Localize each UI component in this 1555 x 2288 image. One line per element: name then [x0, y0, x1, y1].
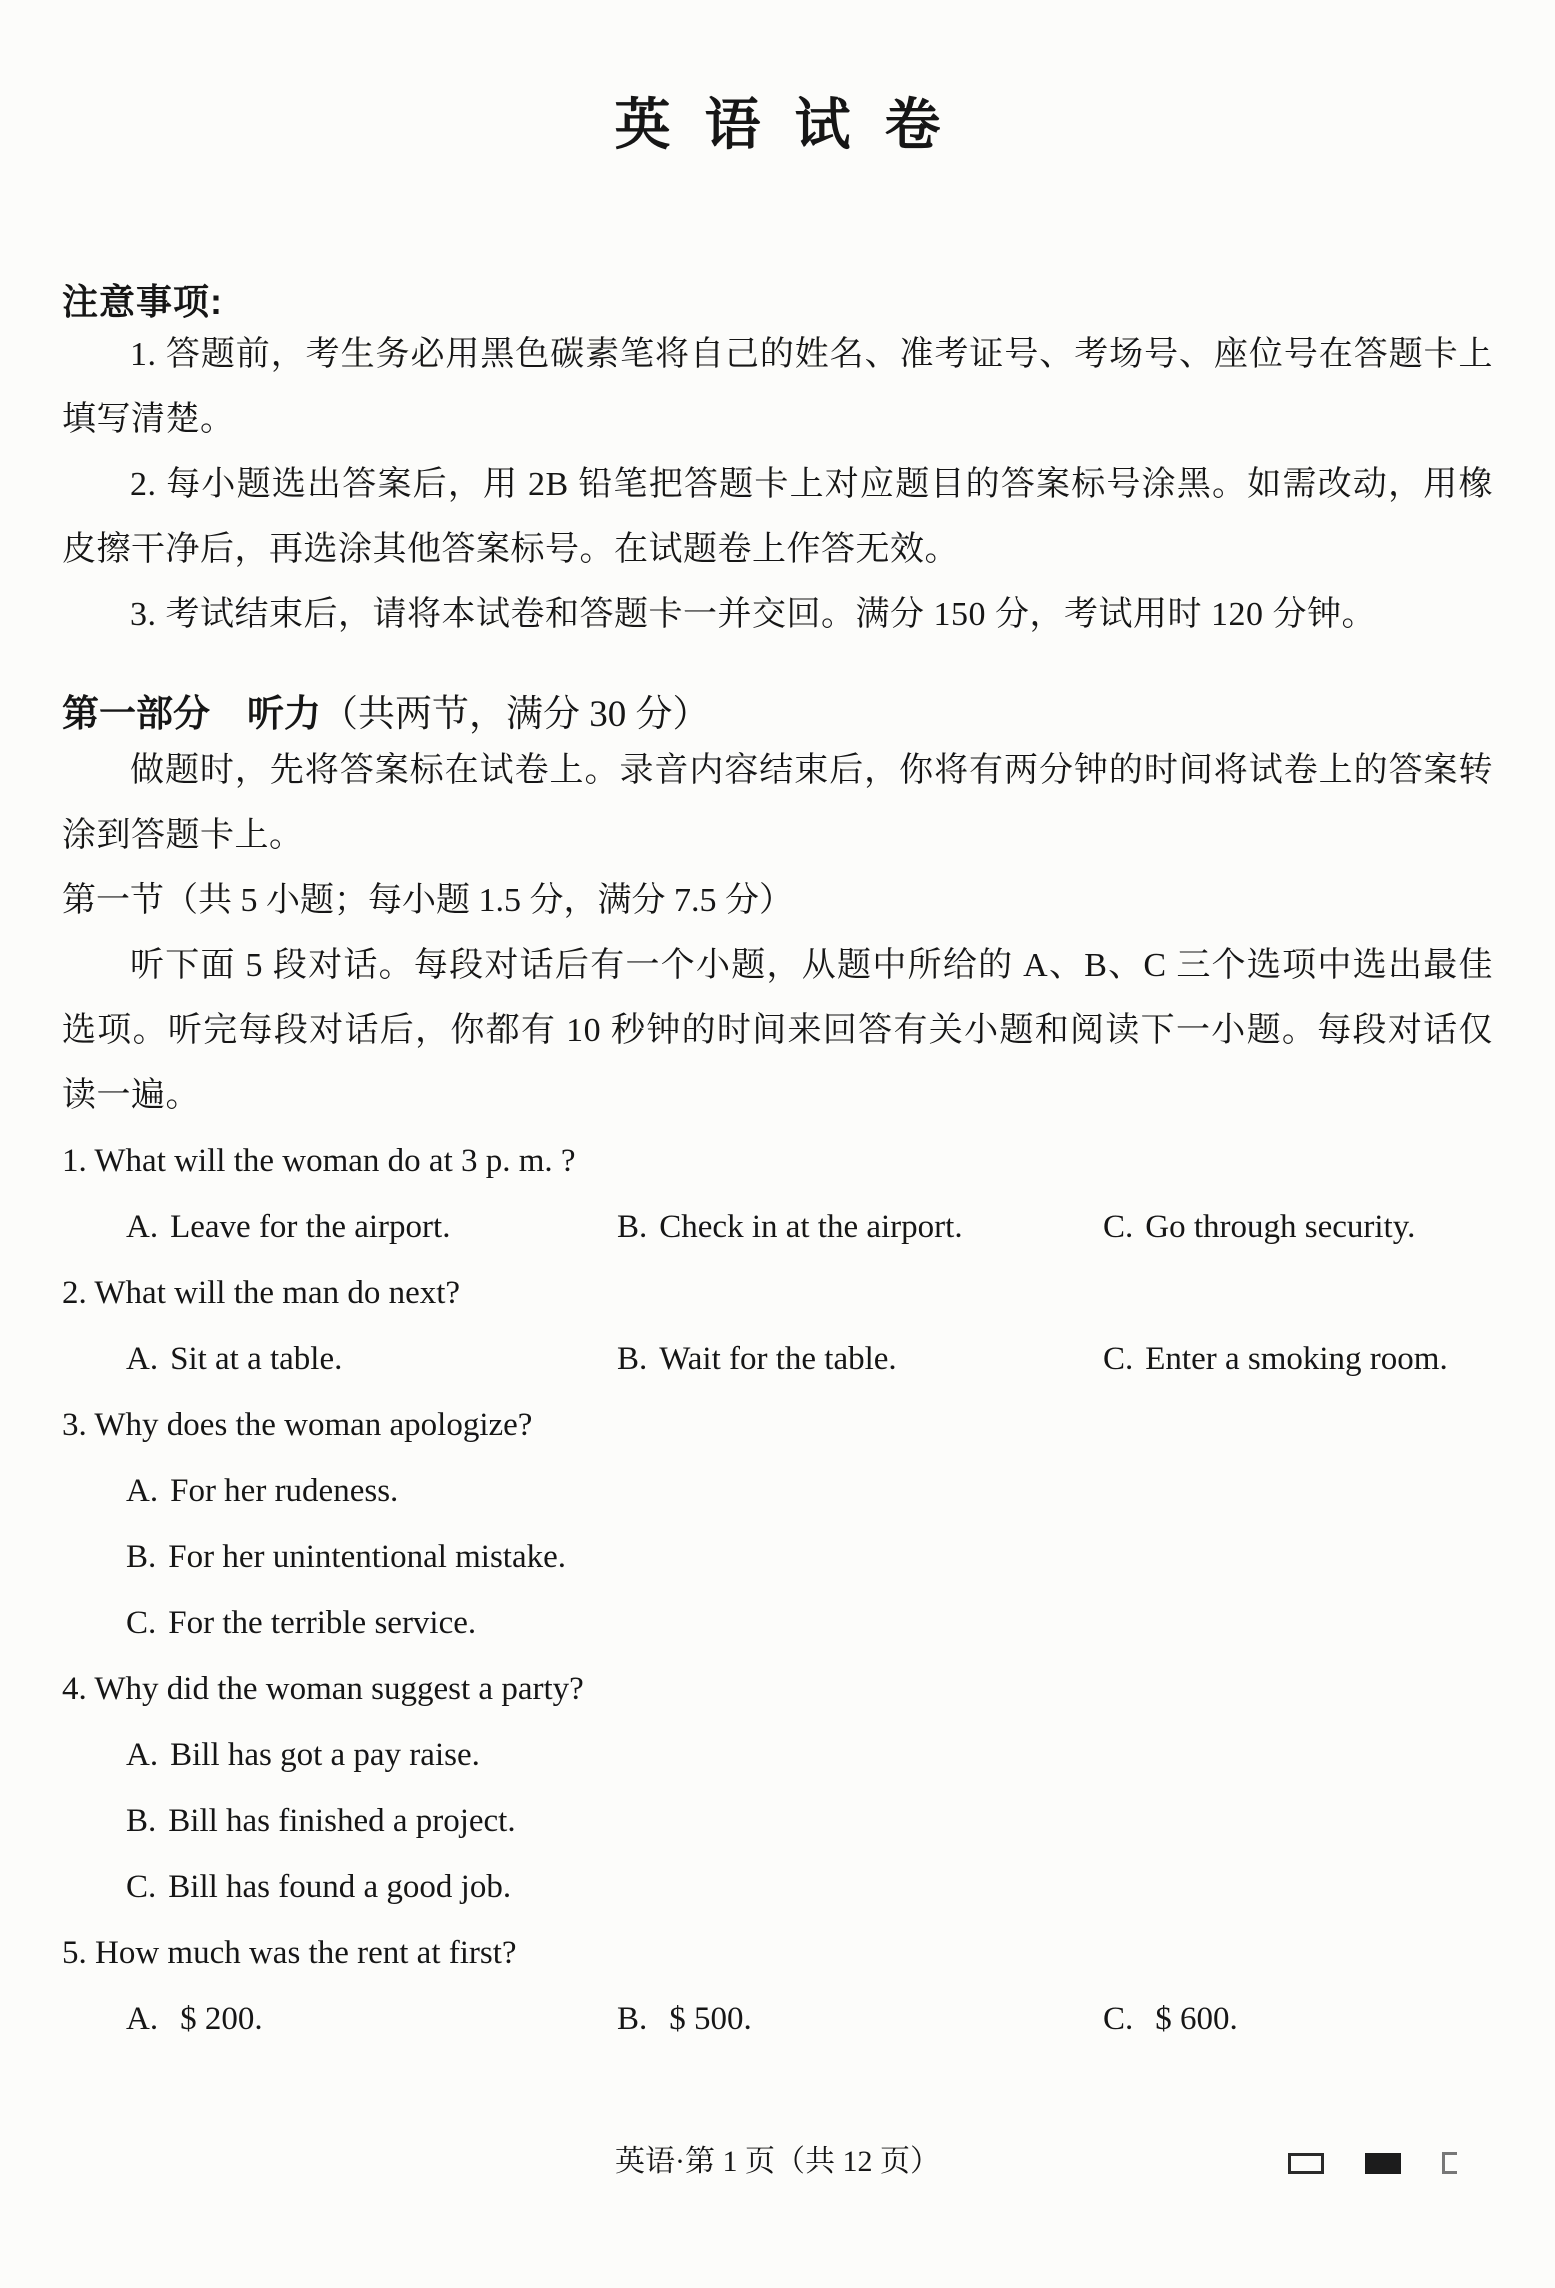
section1-instructions: 听下面 5 段对话。每段对话后有一个小题，从题中所给的 A、B、C 三个选项中选出最佳选项。听完每段对话后，你都有 10 秒钟的时间来回答有关小题和阅读下一小题。每段对话仅读一遍。 [62, 947, 1493, 1114]
reg-mark-edge-icon [1442, 2152, 1457, 2174]
option-b [126, 1788, 1493, 1854]
option-label: B. [617, 1341, 648, 1377]
question-4 [62, 1656, 1493, 1920]
option-label: C. [1103, 1341, 1134, 1377]
question-number: 3. [62, 1407, 87, 1443]
option-label: B. [617, 1209, 648, 1245]
option-c [1103, 1326, 1493, 1392]
option-text: Wait for the table. [659, 1341, 897, 1377]
option-label: C. [126, 1869, 157, 1905]
question-options [62, 1722, 1493, 1920]
question-options [62, 1458, 1493, 1656]
question-text: Why did the woman suggest a party? [94, 1671, 584, 1707]
question-stem [62, 1128, 1493, 1194]
option-a [126, 1194, 617, 1260]
question-text: Why does the woman apologize? [94, 1407, 533, 1443]
option-label: C. [1103, 1209, 1134, 1245]
notice-heading: 注意事项: [62, 281, 223, 322]
question-number: 1. [62, 1143, 87, 1179]
option-text: Bill has found a good job. [168, 1869, 512, 1905]
question-number: 2. [62, 1275, 87, 1311]
page-footer [0, 2140, 1555, 2184]
question-text: How much was the rent at first? [95, 1935, 517, 1971]
registration-marks [1288, 2152, 1457, 2174]
option-label: B. [126, 1539, 157, 1575]
part1-heading-title: 第一部分 听力 [62, 693, 321, 734]
reg-mark-outline-icon [1288, 2153, 1324, 2174]
question-options [62, 1194, 1493, 1260]
question-stem [62, 1392, 1493, 1458]
page-title: 英 语 试 卷 [614, 95, 951, 157]
option-c [126, 1854, 1493, 1920]
option-a [126, 1326, 617, 1392]
question-stem [62, 1260, 1493, 1326]
option-label: A. [126, 2001, 159, 2037]
footer-page-indicator: 英语·第 1 页（共 12 页） [615, 2145, 940, 2178]
notice-item-1: 1. 答题前，考生务必用黑色碳素笔将自己的姓名、准考证号、考场号、座位号在答题卡上填写清楚。 [62, 336, 1493, 438]
notice-item-3: 3. 考试结束后，请将本试卷和答题卡一并交回。满分 150 分，考试用时 120 分钟。 [130, 596, 1376, 633]
question-options [62, 1986, 1493, 2052]
question-3 [62, 1392, 1493, 1656]
option-label: A. [126, 1341, 159, 1377]
option-text: $ 600. [1155, 2001, 1238, 2037]
option-text: Go through security. [1145, 1209, 1416, 1245]
option-b [126, 1524, 1493, 1590]
option-label: A. [126, 1209, 159, 1245]
option-c [1103, 1986, 1493, 2052]
part1-heading-score: （共两节，满分 30 分） [321, 694, 710, 735]
option-text: Bill has finished a project. [168, 1803, 516, 1839]
option-label: B. [617, 2001, 648, 2037]
question-list [62, 1128, 1493, 2052]
section1-heading: 第一节（共 5 小题；每小题 1.5 分，满分 7.5 分） [62, 882, 793, 919]
option-b [617, 1986, 1103, 2052]
option-label: A. [126, 1473, 159, 1509]
option-text: Bill has got a pay raise. [170, 1737, 480, 1773]
option-a [126, 1722, 1493, 1788]
option-text: Leave for the airport. [170, 1209, 451, 1245]
reg-mark-filled-icon [1365, 2153, 1401, 2174]
option-label: B. [126, 1803, 157, 1839]
option-c [126, 1590, 1493, 1656]
option-a [126, 1986, 617, 2052]
option-c [1103, 1194, 1493, 1260]
option-text: Sit at a table. [170, 1341, 343, 1377]
option-text: $ 200. [180, 2001, 263, 2037]
option-text: Check in at the airport. [659, 1209, 963, 1245]
question-stem [62, 1656, 1493, 1722]
option-b [617, 1194, 1103, 1260]
question-stem [62, 1920, 1493, 1986]
question-5 [62, 1920, 1493, 2052]
question-1 [62, 1128, 1493, 1260]
option-text: Enter a smoking room. [1145, 1341, 1448, 1377]
question-text: What will the man do next? [94, 1275, 461, 1311]
question-2 [62, 1260, 1493, 1392]
option-a [126, 1458, 1493, 1524]
question-text: What will the woman do at 3 p. m. ? [94, 1143, 576, 1179]
option-text: $ 500. [669, 2001, 752, 2037]
option-text: For her rudeness. [170, 1473, 399, 1509]
option-label: C. [1103, 2001, 1134, 2037]
exam-page [0, 88, 1555, 2052]
notice-item-2: 2. 每小题选出答案后，用 2B 铅笔把答题卡上对应题目的答案标号涂黑。如需改动，用橡皮擦干净后，再选涂其他答案标号。在试题卷上作答无效。 [62, 466, 1493, 568]
option-b [617, 1326, 1103, 1392]
part1-intro: 做题时，先将答案标在试卷上。录音内容结束后，你将有两分钟的时间将试卷上的答案转涂到答题卡上。 [62, 752, 1493, 854]
question-number: 4. [62, 1671, 87, 1707]
question-options [62, 1326, 1493, 1392]
option-text: For the terrible service. [168, 1605, 477, 1641]
question-number: 5. [62, 1935, 87, 1971]
option-text: For her unintentional mistake. [168, 1539, 567, 1575]
part1-heading [62, 691, 1493, 738]
option-label: C. [126, 1605, 157, 1641]
option-label: A. [126, 1737, 159, 1773]
